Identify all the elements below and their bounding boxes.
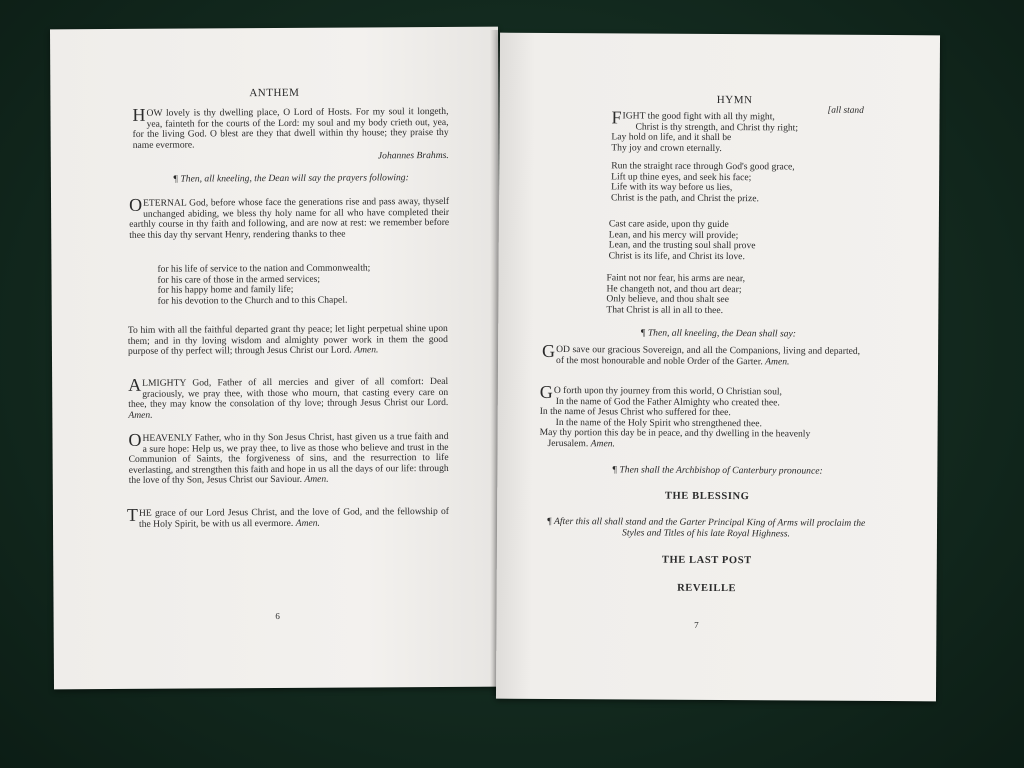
rubric-dean: ¶ Then, all kneeling, the Dean shall say: <box>640 327 797 340</box>
verse-line: IGHT the good fight with all thy might, <box>622 110 775 123</box>
prayer-peace-text: To him with all the faithful departed grant thy peace; let light perpetual shine upon them; and in thy loving wisdom and almighty power work in them the good purpose of thy perfect will; through Jesus Christ our Lord. <box>127 322 448 358</box>
list-item: for his care of those in the armed services; <box>157 273 321 286</box>
prayer-sovereign-text: OD save our gracious Sovereign, and all the Companions, living and departed, of the most honourable and noble Order of the Garter. <box>556 344 861 367</box>
verse-line: Thy joy and crown eternally. <box>611 142 722 154</box>
page-number: 6 <box>275 610 280 622</box>
hymn-verse-4 <box>606 273 856 317</box>
hymn-verse-2 <box>611 161 861 205</box>
list-item: for his happy home and family life; <box>157 284 294 296</box>
commendation-line: In the name of Jesus Christ who suffered for thee. <box>539 406 731 419</box>
anthem-text: OW lovely is thy dwelling place, O Lord of Hosts. For my soul it longeth, yea, fainteth for the courts of the Lord: my soul and my body crieth out, yea, for the living God. O blest are they that dwell within thy house; they praise thy name evermore. <box>132 105 449 151</box>
drop-cap: G <box>539 381 553 402</box>
verse-line: Christ is its life, and Christ its love. <box>608 250 745 262</box>
rubric-garter: ¶ After this all shall stand and the Garter Principal King of Arms will proclaim the Styles and Titles of his late Royal Highness. <box>546 515 866 540</box>
right-page <box>496 33 940 702</box>
anthem-credit: Johannes Brahms. <box>377 150 449 162</box>
amen: Amen. <box>295 517 320 529</box>
anthem-heading: ANTHEM <box>249 86 300 100</box>
commendation-line: May thy portion this day be in peace, and thy dwelling in the heavenly <box>539 427 811 440</box>
amen: Amen. <box>765 355 790 368</box>
verse-line: He changeth not, and thou art dear; <box>606 282 742 295</box>
verse-line: Lean, and the trusting soul shall prove <box>608 239 756 252</box>
verse-line: Lean, and his mercy will provide; <box>608 228 739 241</box>
drop-cap: A <box>128 374 142 395</box>
prayer-sovereign <box>542 340 861 368</box>
prayer-eternal <box>129 194 450 241</box>
drop-cap: H <box>132 104 146 125</box>
commendation-line: In the name of the Holy Spirit who strengthened thee. <box>555 416 762 430</box>
verse-line: Christ is the path, and Christ the prize. <box>610 192 759 205</box>
prayer-heavenly-text: HEAVENLY Father, who in thy Son Jesus Christ, hast given us a true faith and a sure hope: Help us, we pray thee, to live as those who believe and trust in the Communion of Saints, the forgiveness of sins, and the resurrection to life everlasting, and strengthen this faith and hope in us all the days of our life: through the love of thy Son, Jesus Christ our Saviour. <box>128 430 449 487</box>
verse-line: That Christ is all in all to thee. <box>606 304 724 316</box>
verse-line: Run the straight race through God's good grace, <box>611 160 795 173</box>
amen: Amen. <box>128 409 153 421</box>
left-page <box>50 27 502 690</box>
hymn-verse-3 <box>609 219 859 263</box>
rubric-archbishop: ¶ Then shall the Archbishop of Canterbury pronounce: <box>612 464 823 477</box>
verse-line: Christ is thy strength, and Christ thy right; <box>635 121 799 134</box>
prayer-eternal-text: ETERNAL God, before whose face the generations rise and pass away, thyself unchanged abiding, we bless thy holy name for all who have completed their earthly course in thy faith and following, and are now at rest: we remember before thee this day thy servant Henry, rendering thanks to thee <box>129 195 450 241</box>
hymn-heading: HYMN <box>716 93 753 107</box>
list-item: for his life of service to the nation and Commonwealth; <box>157 262 371 275</box>
last-post-heading: THE LAST POST <box>661 554 752 567</box>
amen: Amen. <box>304 474 329 486</box>
anthem-block <box>132 104 449 164</box>
page-number: 7 <box>694 619 699 630</box>
stand-note: [all stand <box>827 105 864 116</box>
verse-line: Lift up thine eyes, and seek his face; <box>611 170 752 183</box>
drop-cap: O <box>129 194 143 215</box>
verse-line: Lay hold on life, and it shall be <box>611 131 732 144</box>
prayer-almighty-text: LMIGHTY God, Father of all mercies and giver of all comfort: Deal graciously, we pray thee, with those who mourn, that casting every care on thee, they may know the consolation of thy love; through Jesus Christ our Lord. <box>128 375 449 411</box>
commendation-line: In the name of God the Father Almighty who created thee. <box>555 395 780 408</box>
drop-cap: G <box>542 340 556 362</box>
drop-cap: T <box>126 504 139 525</box>
prayer-almighty <box>128 374 449 421</box>
amen: Amen. <box>590 438 615 450</box>
prayer-grace <box>126 504 449 530</box>
commendation <box>539 381 869 452</box>
verse-line: Faint not nor fear, his arms are near, <box>606 272 746 285</box>
blessing-heading: THE BLESSING <box>664 490 750 503</box>
verse-line: Life with its way before us lies, <box>611 181 733 194</box>
drop-cap: F <box>611 107 622 128</box>
list-item: for his devotion to the Church and to this Chapel. <box>157 294 348 307</box>
prayer-grace-text: HE grace of our Lord Jesus Christ, and the love of God, and the fellowship of the Holy Spirit, be with us all evermore. <box>138 505 449 530</box>
verse-line: Cast care aside, upon thy guide <box>608 218 729 231</box>
prayer-heavenly <box>128 429 449 487</box>
reveille-heading: REVEILLE <box>677 582 737 595</box>
drop-cap: O <box>128 429 142 450</box>
thanks-list <box>157 263 447 307</box>
commendation-line: O forth upon thy journey from this world, O Christian soul, <box>553 384 782 398</box>
commendation-line: Jerusalem. <box>547 437 589 450</box>
prayer-peace <box>128 324 448 358</box>
amen: Amen. <box>354 344 379 356</box>
rubric-kneeling: ¶ Then, all kneeling, the Dean will say the prayers following: <box>172 172 409 185</box>
verse-line: Only believe, and thou shalt see <box>606 293 730 306</box>
